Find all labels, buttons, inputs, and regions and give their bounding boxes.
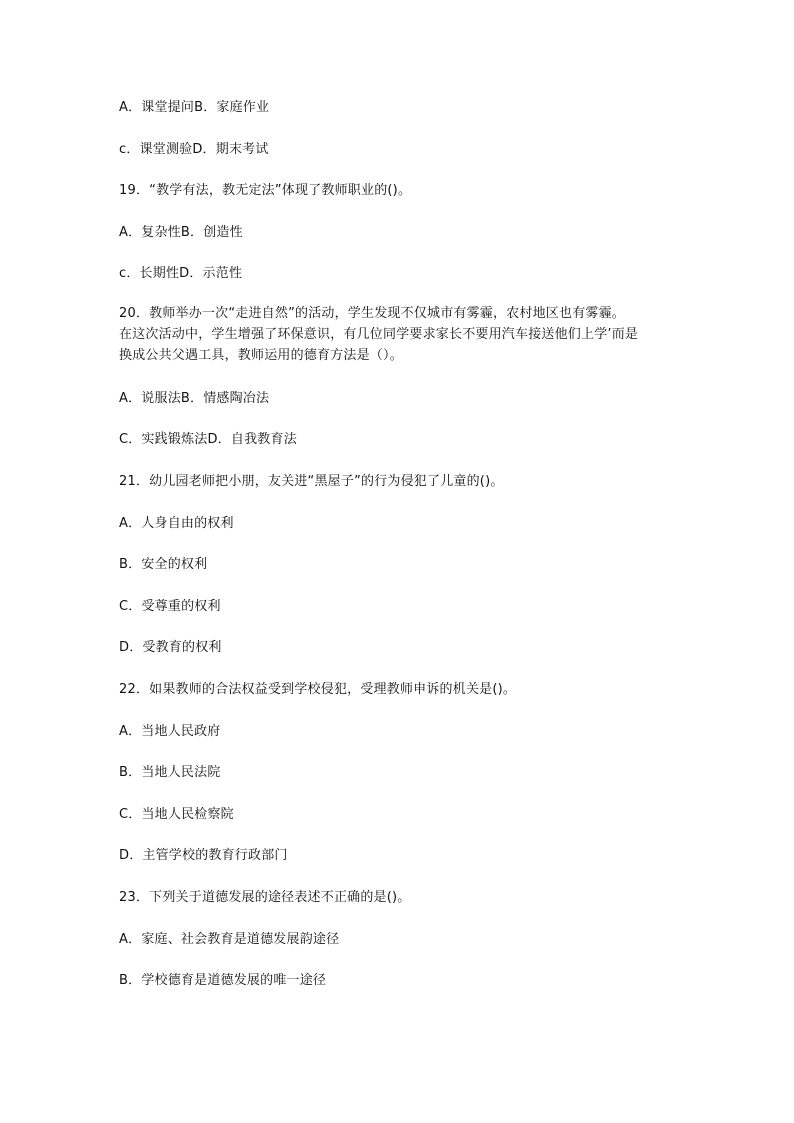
- question-21: 21．幼儿园老师把小朋，友关进“黑屋子”的行为侵犯了儿童的()。: [119, 474, 504, 489]
- option-line: B．当地人民法院: [119, 765, 221, 780]
- option-line: A．当地人民政府: [119, 724, 221, 739]
- option-line: B．安全的权利: [119, 557, 208, 572]
- option-line: C．受尊重的权利: [119, 599, 221, 614]
- question-20-line-2: 在这次活动中，学生增强了环保意识，有几位同学要求家长不要用汽车接送他们上学’而是: [119, 327, 639, 342]
- option-line: C．当地人民检察院: [119, 807, 234, 822]
- option-line: B．学校德育是道德发展的唯一途径: [119, 973, 327, 988]
- question-22: 22．如果教师的合法权益受到学校侵犯，受理教师申诉的机关是()。: [119, 682, 517, 697]
- option-line: D．主管学校的教育行政部门: [119, 848, 288, 863]
- question-19: 19．“教学有法，教无定法”体现了教师职业的()。: [119, 183, 412, 198]
- option-line: A．说服法B．情感陶冶法: [119, 391, 270, 406]
- question-20-line-1: 20．教师举办一次“走进自然”的活动，学生发现不仅城市有雾霾，农村地区也有雾霾。: [119, 306, 626, 321]
- option-line: A．家庭、社会教育是道德发展韵途径: [119, 932, 340, 947]
- option-line: c．长期性D．示范性: [119, 266, 243, 281]
- question-20-line-3: 换成公共父遇工具，教师运用的德育方法是（）。: [119, 348, 403, 363]
- option-line: A．人身自由的权利: [119, 516, 234, 531]
- option-line: D．受教育的权利: [119, 640, 222, 655]
- question-23: 23．下列关于道德发展的途径表述不正确的是()。: [119, 890, 411, 905]
- option-line: A．课堂提问B．家庭作业: [119, 100, 270, 115]
- question-20: [119, 303, 679, 366]
- option-line: A．复杂性B．创造性: [119, 225, 243, 240]
- option-line: c．课堂测验D．期末考试: [119, 142, 269, 157]
- option-line: C．实践锻炼法D．自我教育法: [119, 432, 297, 447]
